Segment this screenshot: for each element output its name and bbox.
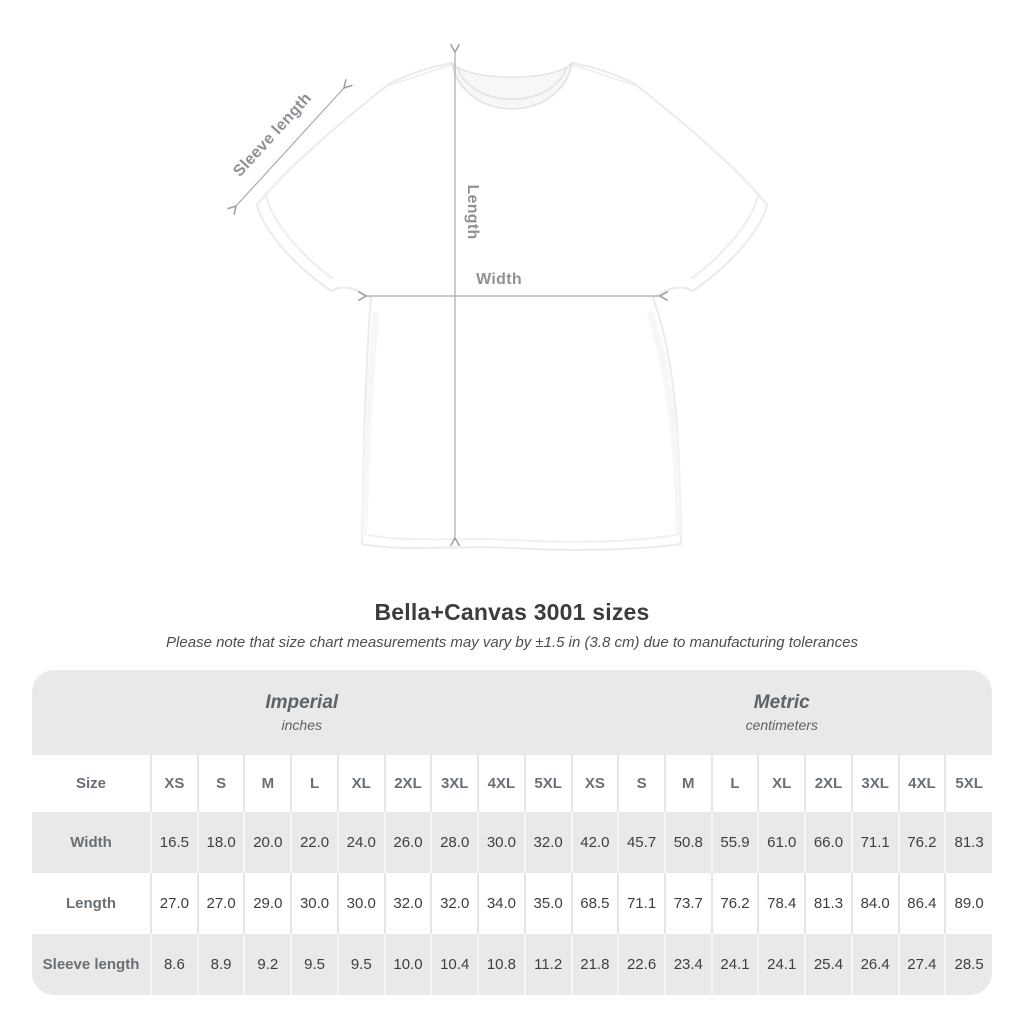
unit-header-row xyxy=(32,670,992,755)
sleeve-imperial-cell: 11.2 xyxy=(525,934,572,995)
size-header-metric: 5XL xyxy=(945,755,992,812)
width-metric-cell: 55.9 xyxy=(712,812,759,873)
length-metric-cell: 76.2 xyxy=(712,873,759,934)
sleeve-imperial-cell: 10.4 xyxy=(431,934,478,995)
length-metric-cell: 68.5 xyxy=(572,873,619,934)
sleeve-imperial-cell: 10.0 xyxy=(385,934,432,995)
metric-header xyxy=(572,670,993,755)
tolerance-note: Please note that size chart measurements may vary by ±1.5 in (3.8 cm) due to manufacturing tolerances xyxy=(166,634,858,651)
row-label-width: Width xyxy=(70,834,112,851)
length-imperial-cell: 27.0 xyxy=(151,873,198,934)
length-imperial-cell: 34.0 xyxy=(478,873,525,934)
size-chart-card xyxy=(32,670,992,995)
length-imperial-cell: 29.0 xyxy=(244,873,291,934)
width-label: Width xyxy=(476,271,522,288)
width-row xyxy=(32,812,992,873)
length-imperial-cell: 32.0 xyxy=(431,873,478,934)
imperial-header xyxy=(32,670,572,755)
sleeve-imperial-cell: 8.6 xyxy=(151,934,198,995)
width-imperial-cell: 20.0 xyxy=(244,812,291,873)
length-metric-cell: 84.0 xyxy=(852,873,899,934)
size-header-metric: 2XL xyxy=(805,755,852,812)
tshirt-body xyxy=(257,63,767,550)
size-column-header: Size xyxy=(76,775,107,792)
sleeve-length-row xyxy=(32,934,992,995)
sleeve-imperial-cell: 9.5 xyxy=(291,934,338,995)
width-metric-cell: 45.7 xyxy=(618,812,665,873)
sleeve-metric-cell: 24.1 xyxy=(712,934,759,995)
length-metric-cell: 71.1 xyxy=(618,873,665,934)
size-header-metric: 4XL xyxy=(899,755,946,812)
width-imperial-cell: 28.0 xyxy=(431,812,478,873)
width-imperial-cell: 30.0 xyxy=(478,812,525,873)
width-imperial-cell: 18.0 xyxy=(198,812,245,873)
sleeve-metric-cell: 27.4 xyxy=(899,934,946,995)
sleeve-metric-cell: 22.6 xyxy=(618,934,665,995)
size-header-imperial: 5XL xyxy=(525,755,572,812)
width-imperial-cell: 22.0 xyxy=(291,812,338,873)
size-header-metric: M xyxy=(665,755,712,812)
size-header-metric: S xyxy=(618,755,665,812)
width-imperial-cell: 24.0 xyxy=(338,812,385,873)
tshirt-illustration xyxy=(257,63,767,550)
length-imperial-cell: 30.0 xyxy=(338,873,385,934)
row-label-sleeve-length: Sleeve length xyxy=(42,956,140,973)
length-label: Length xyxy=(464,184,481,240)
size-header-metric: 3XL xyxy=(852,755,899,812)
length-imperial-cell: 32.0 xyxy=(385,873,432,934)
width-metric-cell: 76.2 xyxy=(899,812,946,873)
width-metric-cell: 81.3 xyxy=(945,812,992,873)
sleeve-metric-cell: 26.4 xyxy=(852,934,899,995)
width-metric-cell: 61.0 xyxy=(758,812,805,873)
metric-sublabel: centimeters xyxy=(745,717,818,734)
size-header-imperial: L xyxy=(291,755,338,812)
size-header-metric: XL xyxy=(758,755,805,812)
size-header-imperial: 4XL xyxy=(478,755,525,812)
length-metric-cell: 81.3 xyxy=(805,873,852,934)
sleeve-metric-cell: 25.4 xyxy=(805,934,852,995)
width-metric-cell: 71.1 xyxy=(852,812,899,873)
size-header-imperial: M xyxy=(244,755,291,812)
sleeve-imperial-cell: 9.2 xyxy=(244,934,291,995)
size-header-imperial: S xyxy=(198,755,245,812)
width-imperial-cell: 32.0 xyxy=(525,812,572,873)
width-imperial-cell: 26.0 xyxy=(385,812,432,873)
length-imperial-cell: 35.0 xyxy=(525,873,572,934)
size-header-imperial: XS xyxy=(151,755,198,812)
sleeve-imperial-cell: 10.8 xyxy=(478,934,525,995)
length-metric-cell: 86.4 xyxy=(899,873,946,934)
row-label-length: Length xyxy=(66,895,117,912)
length-imperial-cell: 27.0 xyxy=(198,873,245,934)
sleeve-metric-cell: 28.5 xyxy=(945,934,992,995)
size-header-imperial: 3XL xyxy=(431,755,478,812)
width-imperial-cell: 16.5 xyxy=(151,812,198,873)
size-table xyxy=(32,670,992,995)
sleeve-imperial-cell: 8.9 xyxy=(198,934,245,995)
size-header-metric: L xyxy=(712,755,759,812)
size-header-row xyxy=(32,755,992,812)
sleeve-length-label: Sleeve length xyxy=(230,89,316,181)
sleeve-metric-cell: 24.1 xyxy=(758,934,805,995)
length-metric-cell: 78.4 xyxy=(758,873,805,934)
metric-label: Metric xyxy=(753,691,810,713)
length-row xyxy=(32,873,992,934)
sleeve-metric-cell: 21.8 xyxy=(572,934,619,995)
size-header-imperial: 2XL xyxy=(385,755,432,812)
imperial-sublabel: inches xyxy=(281,717,322,734)
length-metric-cell: 89.0 xyxy=(945,873,992,934)
sleeve-metric-cell: 23.4 xyxy=(665,934,712,995)
imperial-label: Imperial xyxy=(265,691,339,713)
length-imperial-cell: 30.0 xyxy=(291,873,338,934)
length-metric-cell: 73.7 xyxy=(665,873,712,934)
width-metric-cell: 50.8 xyxy=(665,812,712,873)
size-header-imperial: XL xyxy=(338,755,385,812)
width-metric-cell: 42.0 xyxy=(572,812,619,873)
width-metric-cell: 66.0 xyxy=(805,812,852,873)
page-title: Bella+Canvas 3001 sizes xyxy=(374,599,650,625)
size-header-metric: XS xyxy=(572,755,619,812)
sleeve-imperial-cell: 9.5 xyxy=(338,934,385,995)
